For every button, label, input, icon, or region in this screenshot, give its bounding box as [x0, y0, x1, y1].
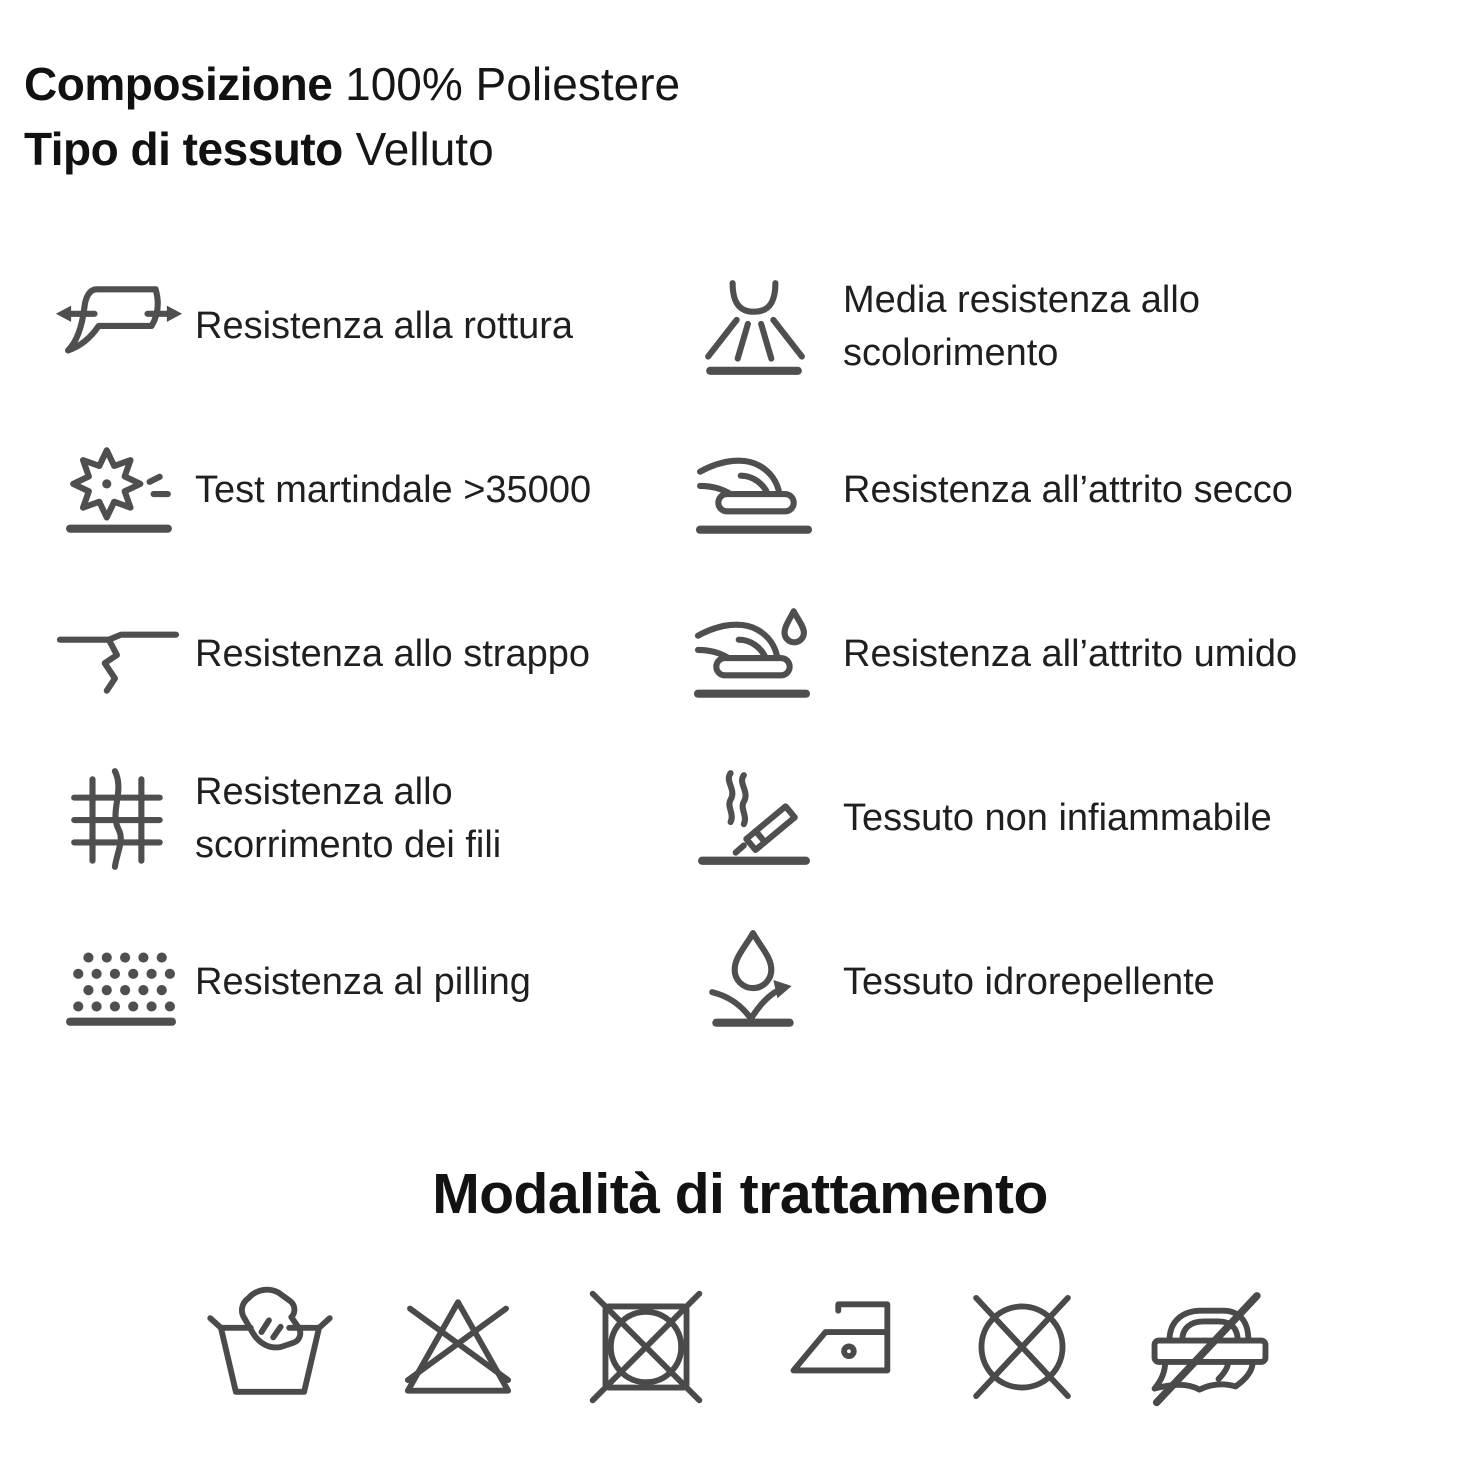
do-not-bleach-icon: [394, 1283, 522, 1411]
hand-rub-icon: [687, 435, 821, 547]
iron-one-dot-icon: [770, 1283, 898, 1411]
fabric-type-label: Tipo di tessuto: [24, 123, 343, 176]
feature-label: Test martindale >35000: [195, 469, 592, 512]
tear-icon: [53, 599, 187, 711]
care-symbols-row: [0, 1283, 1480, 1411]
fabric-type-line: [24, 117, 1480, 182]
feature-label: Resistenza al pilling: [195, 961, 531, 1004]
pilling-dots-icon: [53, 927, 187, 1039]
composition-value: 100% Poliestere: [345, 58, 681, 110]
do-not-tumble-dry-icon: [582, 1283, 710, 1411]
feature-label: Tessuto idrorepellente: [843, 961, 1215, 1004]
composition-line: [24, 52, 1480, 117]
feature-label: Tessuto non infiammabile: [843, 797, 1272, 840]
treatment-title: Modalità di trattamento: [432, 1161, 1048, 1226]
water-repellent-icon: [687, 927, 821, 1039]
composition-label: Composizione: [24, 58, 333, 110]
hand-wash-icon: [206, 1283, 334, 1411]
do-not-brush-icon: [1146, 1283, 1274, 1411]
feature-label: Resistenza all’attrito secco: [843, 469, 1293, 512]
composition-header: [0, 0, 1480, 183]
thread-weave-icon: [53, 763, 187, 875]
abrasion-wheel-icon: [53, 435, 187, 547]
feature-label: Media resistenza allo scolorimento: [843, 279, 1200, 374]
feature-label: Resistenza all’attrito umido: [843, 633, 1298, 676]
feature-grid: [0, 245, 1480, 1065]
cigarette-icon: [687, 763, 821, 875]
sun-rays-icon: [687, 271, 821, 383]
feature-label: Resistenza alla rottura: [195, 305, 574, 348]
fabric-stretch-icon: [53, 271, 187, 383]
hand-rub-drop-icon: [687, 599, 821, 711]
feature-label: Resistenza allo strappo: [195, 633, 590, 676]
do-not-dry-clean-icon: [958, 1283, 1086, 1411]
feature-label: Resistenza allo scorrimento dei fili: [195, 771, 502, 866]
fabric-type-value: Velluto: [355, 123, 494, 176]
